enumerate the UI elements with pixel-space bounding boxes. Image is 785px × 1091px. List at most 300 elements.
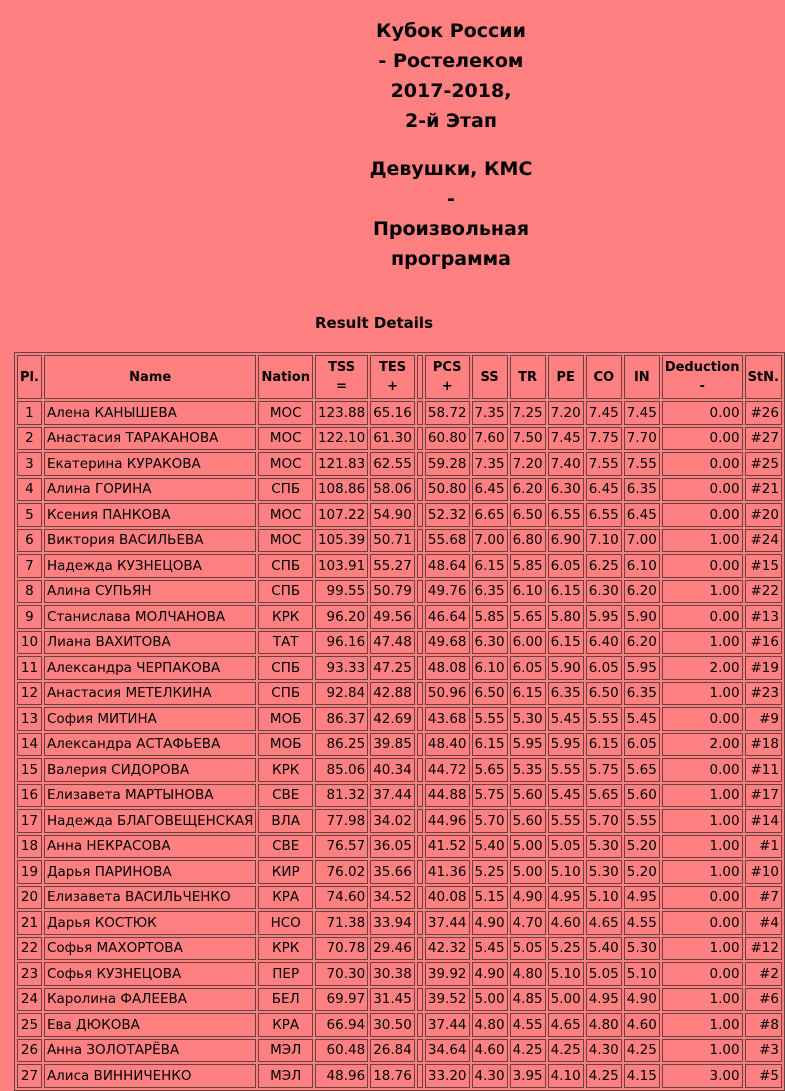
cell-nation: КРА	[258, 886, 313, 910]
cell-co: 5.55	[586, 707, 622, 731]
cell-tr: 4.85	[510, 988, 546, 1012]
cell-tr: 7.20	[510, 452, 546, 476]
cell-tss: 93.33	[315, 656, 368, 680]
cell-tr: 4.80	[510, 962, 546, 986]
col-header-deduction	[662, 355, 743, 399]
cell-nation: СВЕ	[258, 784, 313, 808]
cell-starting-number: #9	[745, 707, 782, 731]
cell-pe: 6.55	[548, 503, 584, 527]
cell-place: 27	[17, 1064, 42, 1088]
cell-starting-number: #7	[745, 886, 782, 910]
cell-pcs: 44.72	[425, 758, 470, 782]
cell-tr: 5.35	[510, 758, 546, 782]
cell-nation: СПБ	[258, 478, 313, 502]
cell-tr: 5.65	[510, 605, 546, 629]
column-gap	[417, 427, 423, 451]
cell-pe: 6.15	[548, 580, 584, 604]
cell-starting-number: #5	[745, 1064, 782, 1088]
cell-tr: 5.30	[510, 707, 546, 731]
cell-tes: 40.34	[370, 758, 415, 782]
cell-tss: 121.83	[315, 452, 368, 476]
table-row	[17, 503, 782, 527]
cell-pe: 5.55	[548, 809, 584, 833]
results-table	[14, 352, 785, 1091]
cell-tss: 70.78	[315, 937, 368, 961]
cell-deduction: 1.00	[662, 529, 743, 553]
cell-name: Анастасия ТАРАКАНОВА	[44, 427, 257, 451]
cell-pe: 5.55	[548, 758, 584, 782]
cell-nation: НСО	[258, 911, 313, 935]
results-body	[17, 401, 782, 1088]
cell-tr: 4.70	[510, 911, 546, 935]
column-gap	[417, 733, 423, 757]
cell-starting-number: #3	[745, 1039, 782, 1063]
cell-ss: 5.75	[472, 784, 508, 808]
cell-tss: 96.16	[315, 631, 368, 655]
cell-name: Алена КАНЫШЕВА	[44, 401, 257, 425]
column-gap	[417, 631, 423, 655]
cell-ss: 7.35	[472, 452, 508, 476]
cell-nation: МОС	[258, 427, 313, 451]
cell-pe: 5.90	[548, 656, 584, 680]
cell-deduction: 0.00	[662, 605, 743, 629]
cell-starting-number: #1	[745, 835, 782, 859]
cell-pe: 6.30	[548, 478, 584, 502]
cell-tes: 50.79	[370, 580, 415, 604]
cell-co: 5.40	[586, 937, 622, 961]
cell-pcs: 46.64	[425, 605, 470, 629]
col-header-starting-number: StN.	[745, 355, 782, 399]
event-title-line: Кубок России	[376, 20, 526, 42]
cell-pe: 5.05	[548, 835, 584, 859]
cell-ss: 5.70	[472, 809, 508, 833]
cell-name: Елизавета ВАСИЛЬЧЕНКО	[44, 886, 257, 910]
cell-pe: 4.25	[548, 1039, 584, 1063]
cell-in: 5.10	[624, 962, 660, 986]
cell-ss: 6.10	[472, 656, 508, 680]
column-gap	[417, 860, 423, 884]
cell-deduction: 2.00	[662, 656, 743, 680]
cell-co: 5.10	[586, 886, 622, 910]
table-row	[17, 401, 782, 425]
cell-nation: МЭЛ	[258, 1039, 313, 1063]
cell-tr: 4.90	[510, 886, 546, 910]
cell-tes: 35.66	[370, 860, 415, 884]
table-row	[17, 631, 782, 655]
cell-starting-number: #22	[745, 580, 782, 604]
cell-deduction: 1.00	[662, 1013, 743, 1037]
cell-starting-number: #2	[745, 962, 782, 986]
deduction-label: Deduction	[664, 360, 740, 375]
cell-starting-number: #15	[745, 554, 782, 578]
cell-tss: 76.57	[315, 835, 368, 859]
cell-tes: 26.84	[370, 1039, 415, 1063]
cell-tss: 108.86	[315, 478, 368, 502]
cell-nation: ВЛА	[258, 809, 313, 833]
tes-sign: +	[387, 379, 398, 394]
cell-ss: 6.15	[472, 554, 508, 578]
cell-name: Лиана ВАХИТОВА	[44, 631, 257, 655]
table-row	[17, 452, 782, 476]
column-gap	[417, 355, 423, 399]
cell-in: 4.60	[624, 1013, 660, 1037]
column-gap	[417, 452, 423, 476]
cell-nation: МЭЛ	[258, 1064, 313, 1088]
cell-name: Каролина ФАЛЕЕВА	[44, 988, 257, 1012]
cell-nation: ПЕР	[258, 962, 313, 986]
table-row	[17, 1039, 782, 1063]
cell-tss: 81.32	[315, 784, 368, 808]
col-header-in: IN	[624, 355, 660, 399]
cell-tss: 70.30	[315, 962, 368, 986]
cell-nation: СПБ	[258, 580, 313, 604]
cell-pcs: 42.32	[425, 937, 470, 961]
cell-tss: 96.20	[315, 605, 368, 629]
col-header-name: Name	[44, 355, 257, 399]
cell-place: 2	[17, 427, 42, 451]
cell-tes: 58.06	[370, 478, 415, 502]
cell-nation: КРК	[258, 605, 313, 629]
cell-place: 20	[17, 886, 42, 910]
cell-tes: 42.69	[370, 707, 415, 731]
cell-name: Алиса ВИННИЧЕНКО	[44, 1064, 257, 1088]
cell-ss: 6.30	[472, 631, 508, 655]
cell-ss: 5.65	[472, 758, 508, 782]
cell-tes: 36.05	[370, 835, 415, 859]
cell-name: Виктория ВАСИЛЬЕВА	[44, 529, 257, 553]
cell-tr: 4.25	[510, 1039, 546, 1063]
table-row	[17, 937, 782, 961]
table-row	[17, 656, 782, 680]
cell-in: 6.35	[624, 682, 660, 706]
cell-tss: 69.97	[315, 988, 368, 1012]
cell-co: 6.40	[586, 631, 622, 655]
cell-pe: 5.80	[548, 605, 584, 629]
cell-nation: КИР	[258, 860, 313, 884]
column-gap	[417, 784, 423, 808]
column-gap	[417, 911, 423, 935]
cell-place: 13	[17, 707, 42, 731]
cell-name: Дарья ПАРИНОВА	[44, 860, 257, 884]
cell-co: 6.45	[586, 478, 622, 502]
table-row	[17, 758, 782, 782]
cell-ss: 5.00	[472, 988, 508, 1012]
cell-pcs: 37.44	[425, 1013, 470, 1037]
cell-tss: 86.25	[315, 733, 368, 757]
cell-tr: 6.15	[510, 682, 546, 706]
cell-pcs: 50.80	[425, 478, 470, 502]
cell-ss: 6.65	[472, 503, 508, 527]
table-row	[17, 1064, 782, 1088]
cell-tes: 39.85	[370, 733, 415, 757]
cell-starting-number: #8	[745, 1013, 782, 1037]
cell-in: 5.30	[624, 937, 660, 961]
cell-deduction: 0.00	[662, 911, 743, 935]
cell-place: 6	[17, 529, 42, 553]
cell-name: Софья КУЗНЕЦОВА	[44, 962, 257, 986]
cell-ss: 4.90	[472, 962, 508, 986]
cell-co: 5.30	[586, 860, 622, 884]
column-gap	[417, 605, 423, 629]
cell-place: 11	[17, 656, 42, 680]
cell-name: Дарья КОСТЮК	[44, 911, 257, 935]
cell-nation: КРК	[258, 758, 313, 782]
col-header-pcs	[425, 355, 470, 399]
cell-pcs: 49.76	[425, 580, 470, 604]
cell-ss: 6.50	[472, 682, 508, 706]
cell-deduction: 2.00	[662, 733, 743, 757]
cell-co: 4.25	[586, 1064, 622, 1088]
cell-tss: 92.84	[315, 682, 368, 706]
cell-deduction: 1.00	[662, 835, 743, 859]
cell-tes: 47.25	[370, 656, 415, 680]
cell-name: Валерия СИДОРОВА	[44, 758, 257, 782]
cell-tr: 5.00	[510, 835, 546, 859]
cell-nation: МОБ	[258, 733, 313, 757]
cell-tss: 71.38	[315, 911, 368, 935]
cell-place: 22	[17, 937, 42, 961]
cell-in: 5.60	[624, 784, 660, 808]
cell-tss: 103.91	[315, 554, 368, 578]
cell-name: Надежда КУЗНЕЦОВА	[44, 554, 257, 578]
cell-name: Алина СУПЬЯН	[44, 580, 257, 604]
cell-co: 4.65	[586, 911, 622, 935]
cell-pcs: 55.68	[425, 529, 470, 553]
cell-co: 4.95	[586, 988, 622, 1012]
cell-tss: 123.88	[315, 401, 368, 425]
cell-pe: 4.65	[548, 1013, 584, 1037]
cell-place: 12	[17, 682, 42, 706]
cell-tes: 30.50	[370, 1013, 415, 1037]
cell-nation: КРК	[258, 937, 313, 961]
cell-name: Ева ДЮКОВА	[44, 1013, 257, 1037]
cell-pe: 4.95	[548, 886, 584, 910]
cell-in: 5.65	[624, 758, 660, 782]
cell-name: Елизавета МАРТЫНОВА	[44, 784, 257, 808]
cell-deduction: 1.00	[662, 988, 743, 1012]
cell-place: 21	[17, 911, 42, 935]
cell-place: 8	[17, 580, 42, 604]
cell-nation: МОС	[258, 401, 313, 425]
cell-ss: 4.80	[472, 1013, 508, 1037]
cell-starting-number: #4	[745, 911, 782, 935]
cell-starting-number: #17	[745, 784, 782, 808]
cell-tes: 54.90	[370, 503, 415, 527]
cell-co: 6.15	[586, 733, 622, 757]
cell-deduction: 0.00	[662, 478, 743, 502]
cell-ss: 5.25	[472, 860, 508, 884]
cell-starting-number: #23	[745, 682, 782, 706]
cell-ss: 6.15	[472, 733, 508, 757]
cell-in: 7.45	[624, 401, 660, 425]
cell-pcs: 44.88	[425, 784, 470, 808]
cell-pe: 5.45	[548, 784, 584, 808]
cell-place: 14	[17, 733, 42, 757]
cell-tes: 29.46	[370, 937, 415, 961]
cell-in: 6.05	[624, 733, 660, 757]
cell-tes: 37.44	[370, 784, 415, 808]
cell-place: 7	[17, 554, 42, 578]
cell-pcs: 50.96	[425, 682, 470, 706]
column-gap	[417, 1013, 423, 1037]
cell-ss: 5.85	[472, 605, 508, 629]
cell-ss: 7.35	[472, 401, 508, 425]
cell-co: 5.95	[586, 605, 622, 629]
cell-in: 6.10	[624, 554, 660, 578]
cell-co: 7.55	[586, 452, 622, 476]
cell-tes: 42.88	[370, 682, 415, 706]
cell-pe: 5.45	[548, 707, 584, 731]
cell-tes: 18.76	[370, 1064, 415, 1088]
col-header-ss: SS	[472, 355, 508, 399]
column-gap	[417, 707, 423, 731]
cell-co: 7.45	[586, 401, 622, 425]
cell-pe: 5.00	[548, 988, 584, 1012]
cell-pcs: 39.52	[425, 988, 470, 1012]
cell-nation: СПБ	[258, 682, 313, 706]
col-header-place: Pl.	[17, 355, 42, 399]
cell-in: 5.20	[624, 835, 660, 859]
cell-deduction: 0.00	[662, 962, 743, 986]
cell-pcs: 40.08	[425, 886, 470, 910]
cell-tr: 5.60	[510, 809, 546, 833]
column-gap	[417, 886, 423, 910]
cell-starting-number: #6	[745, 988, 782, 1012]
cell-deduction: 0.00	[662, 554, 743, 578]
cell-deduction: 0.00	[662, 707, 743, 731]
cell-tr: 5.85	[510, 554, 546, 578]
cell-name: Анна НЕКРАСОВА	[44, 835, 257, 859]
cell-starting-number: #11	[745, 758, 782, 782]
cell-deduction: 1.00	[662, 784, 743, 808]
cell-tes: 31.45	[370, 988, 415, 1012]
column-gap	[417, 758, 423, 782]
cell-name: Александра АСТАФЬЕВА	[44, 733, 257, 757]
cell-nation: МОБ	[258, 707, 313, 731]
cell-nation: МОС	[258, 452, 313, 476]
cell-starting-number: #10	[745, 860, 782, 884]
cell-pe: 5.10	[548, 860, 584, 884]
cell-name: Екатерина КУРАКОВА	[44, 452, 257, 476]
cell-co: 5.65	[586, 784, 622, 808]
cell-in: 7.70	[624, 427, 660, 451]
table-row	[17, 580, 782, 604]
cell-in: 4.90	[624, 988, 660, 1012]
cell-starting-number: #19	[745, 656, 782, 680]
cell-deduction: 1.00	[662, 860, 743, 884]
cell-pcs: 44.96	[425, 809, 470, 833]
cell-deduction: 1.00	[662, 580, 743, 604]
cell-deduction: 1.00	[662, 809, 743, 833]
cell-deduction: 0.00	[662, 758, 743, 782]
cell-deduction: 0.00	[662, 452, 743, 476]
cell-place: 17	[17, 809, 42, 833]
cell-tes: 55.27	[370, 554, 415, 578]
cell-pcs: 39.92	[425, 962, 470, 986]
cell-tr: 6.00	[510, 631, 546, 655]
cell-tss: 74.60	[315, 886, 368, 910]
cell-in: 4.15	[624, 1064, 660, 1088]
cell-tss: 77.98	[315, 809, 368, 833]
cell-tr: 6.20	[510, 478, 546, 502]
cell-ss: 7.60	[472, 427, 508, 451]
cell-tes: 33.94	[370, 911, 415, 935]
cell-name: Анна ЗОЛОТАРЁВА	[44, 1039, 257, 1063]
cell-nation: СВЕ	[258, 835, 313, 859]
cell-tr: 5.95	[510, 733, 546, 757]
cell-tss: 105.39	[315, 529, 368, 553]
cell-in: 5.20	[624, 860, 660, 884]
cell-co: 7.75	[586, 427, 622, 451]
cell-pe: 5.10	[548, 962, 584, 986]
cell-starting-number: #16	[745, 631, 782, 655]
cell-tr: 6.50	[510, 503, 546, 527]
cell-tss: 66.94	[315, 1013, 368, 1037]
cell-tr: 5.05	[510, 937, 546, 961]
cell-pcs: 33.20	[425, 1064, 470, 1088]
cell-nation: ТАТ	[258, 631, 313, 655]
category-title-line: Произвольная	[372, 218, 530, 240]
pcs-sign: +	[441, 379, 453, 394]
table-row	[17, 1013, 782, 1037]
cell-in: 6.20	[624, 580, 660, 604]
cell-pcs: 48.64	[425, 554, 470, 578]
table-row	[17, 529, 782, 553]
table-row	[17, 911, 782, 935]
cell-tes: 49.56	[370, 605, 415, 629]
cell-in: 5.95	[624, 656, 660, 680]
tss-sign: =	[336, 379, 348, 394]
cell-pcs: 37.44	[425, 911, 470, 935]
cell-tes: 50.71	[370, 529, 415, 553]
category-title-line: -	[447, 188, 455, 210]
table-row	[17, 988, 782, 1012]
cell-nation: КРА	[258, 1013, 313, 1037]
cell-pcs: 58.72	[425, 401, 470, 425]
cell-deduction: 1.00	[662, 1039, 743, 1063]
cell-in: 6.35	[624, 478, 660, 502]
table-row	[17, 554, 782, 578]
cell-nation: СПБ	[258, 554, 313, 578]
column-gap	[417, 1039, 423, 1063]
cell-starting-number: #20	[745, 503, 782, 527]
cell-in: 5.45	[624, 707, 660, 731]
cell-co: 7.10	[586, 529, 622, 553]
column-gap	[417, 809, 423, 833]
col-header-tes	[370, 355, 415, 399]
cell-co: 6.30	[586, 580, 622, 604]
cell-starting-number: #25	[745, 452, 782, 476]
cell-place: 23	[17, 962, 42, 986]
cell-tes: 61.30	[370, 427, 415, 451]
table-row	[17, 962, 782, 986]
cell-co: 5.05	[586, 962, 622, 986]
cell-co: 6.25	[586, 554, 622, 578]
cell-tss: 99.55	[315, 580, 368, 604]
cell-tr: 4.55	[510, 1013, 546, 1037]
cell-ss: 4.90	[472, 911, 508, 935]
cell-place: 4	[17, 478, 42, 502]
cell-tr: 3.95	[510, 1064, 546, 1088]
cell-co: 6.55	[586, 503, 622, 527]
cell-tr: 6.80	[510, 529, 546, 553]
col-header-tr: TR	[510, 355, 546, 399]
cell-tr: 6.05	[510, 656, 546, 680]
cell-tss: 86.37	[315, 707, 368, 731]
cell-deduction: 3.00	[662, 1064, 743, 1088]
cell-pe: 7.45	[548, 427, 584, 451]
cell-deduction: 1.00	[662, 631, 743, 655]
